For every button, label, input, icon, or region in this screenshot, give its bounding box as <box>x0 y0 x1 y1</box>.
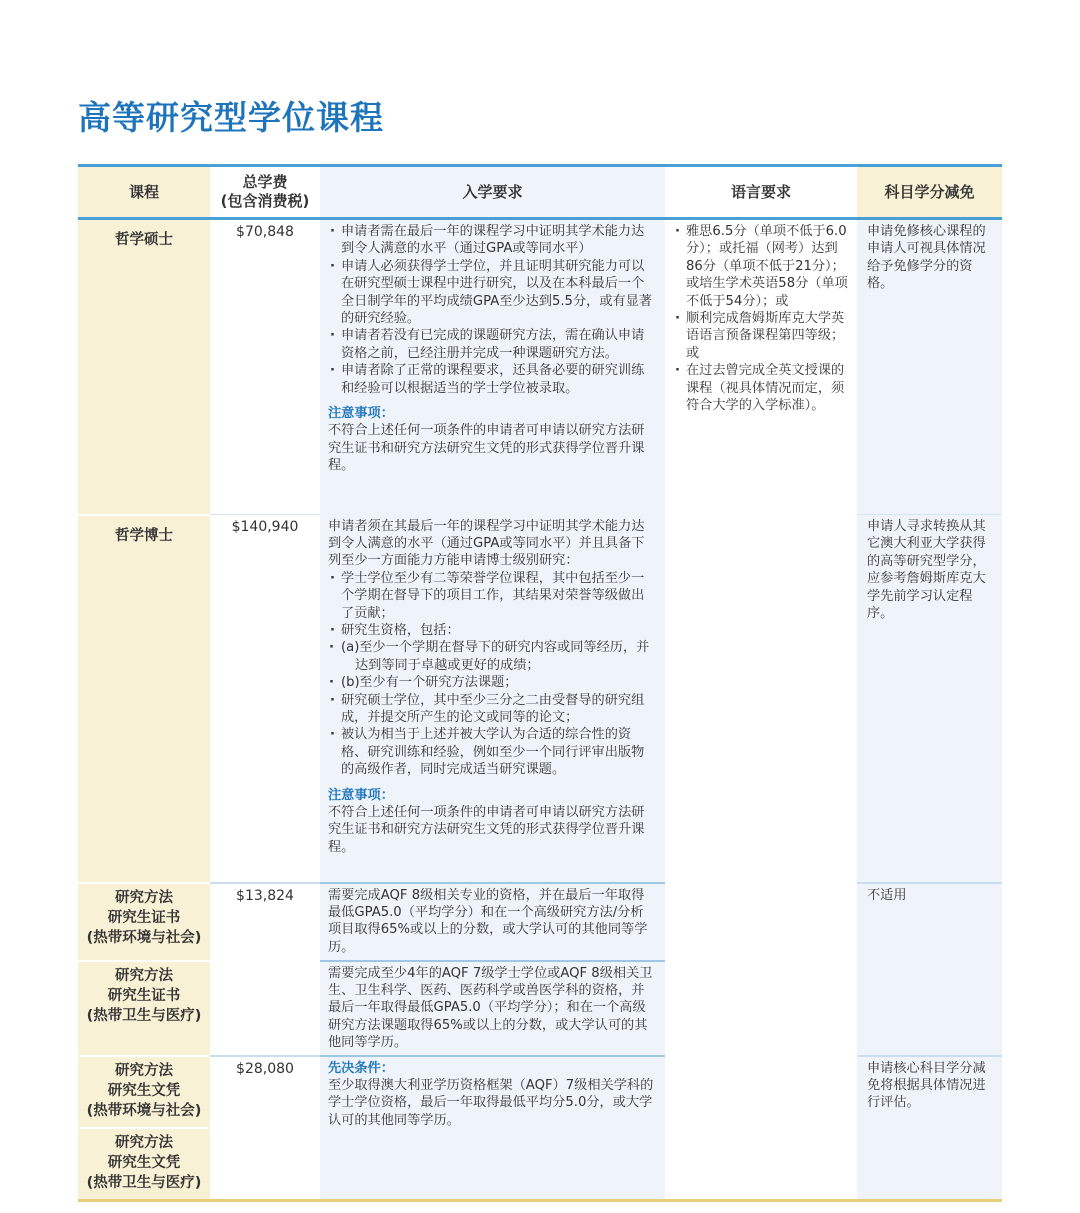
research-degree-table <box>78 164 1002 1202</box>
note-label-mphil: 注意事项： <box>328 406 394 422</box>
list-item: · 申请者需在最后一年的课程学习中证明其学术能力达到令人满意的水平（通过GPA或等同水平） <box>328 223 655 258</box>
list-item: · 申请人必须获得学士学位，并且证明其研究能力可以在研究型硕士课程中进行研究，以及在本科最后一个全日制学年的平均成绩GPA至少达到5.5分，或有显著的研究经验。 <box>328 258 655 328</box>
header-requirements: 入学要求 <box>320 166 665 219</box>
credit-gcert: 不适用 <box>857 883 1002 1056</box>
table-row-mphil <box>78 219 1002 515</box>
note-mphil: 不符合上述任何一项条件的申请者可申请以研究方法研究生证书和研究方法研究生文凭的形式获得学位晋升课程。 <box>328 423 645 474</box>
requirements-gcert-tes: 需要完成AQF 8级相关专业的资格，并在最后一年取得最低GPA5.0（平均学分）和在一个高级研究方法/分析项目取得65%或以上的分数，或大学认可的其他同等学历。 <box>320 883 665 961</box>
note-label-phd: 注意事项： <box>328 787 394 803</box>
sub-list-text: 至少一个学期在督导下的研究内容或同等经历，并达到等同于卓越或更好的成绩； <box>355 640 650 673</box>
table-row-gdip-tes <box>78 1056 1002 1128</box>
header-language: 语言要求 <box>665 166 857 219</box>
table-row-gcert-tes <box>78 883 1002 961</box>
course-name-line: 研究方法 <box>115 967 173 984</box>
course-name-line: (热带环境与社会) <box>86 1102 202 1119</box>
sub-list-item <box>341 639 655 674</box>
list-item-text: 研究生资格，包括： <box>341 622 460 638</box>
fee-phd: $140,940 <box>210 515 320 883</box>
fee-mphil: $70,848 <box>210 219 320 515</box>
header-fee <box>210 166 320 219</box>
sub-list-text: 至少有一个研究方法课题； <box>359 675 518 691</box>
note-phd: 不符合上述任何一项条件的申请者可申请以研究方法研究生证书和研究方法研究生文凭的形式获得学位晋升课程。 <box>328 805 645 855</box>
page-title: 高等研究型学位课程 <box>78 98 384 137</box>
header-credit: 科目学分减免 <box>857 166 1002 219</box>
list-item: · 申请者除了正常的课程要求，还具备必要的研究训练和经验可以根据适当的学士学位被录取。 <box>328 362 655 397</box>
course-name-line: (热带环境与社会) <box>86 929 202 946</box>
course-name-line: (热带卫生与医疗) <box>86 1007 202 1024</box>
intro-phd: 申请者须在其最后一年的课程学习中证明其学术能力达到令人满意的水平（通过GPA或等同水平）并且具备下列至少一方面能力方能申请博士级别研究： <box>328 518 645 569</box>
table-row-phd <box>78 515 1002 883</box>
credit-gdip: 申请核心科目学分减免将根据具体情况进行评估。 <box>857 1056 1002 1201</box>
prereq-gdip: 至少取得澳大利亚学历资格框架（AQF）7级相关学科的学士学位资格，最后一年取得最低平均分5.0分，或大学认可的其他同等学历。 <box>328 1077 654 1128</box>
requirements-mphil <box>320 219 665 515</box>
fee-gdip: $28,080 <box>210 1056 320 1201</box>
prereq-label-gdip: 先决条件： <box>328 1060 394 1076</box>
requirements-gcert-thm: 需要完成至少4年的AQF 7级学士学位或AQF 8级相关卫生、卫生科学、医药、医药科学或兽医学科的资格，并最后一年取得最低GPA5.0（平均学分）；和在一个高级研究方法课题取得65%或以上的分数，或大学认可的其他同等学历。 <box>320 961 665 1056</box>
language-requirements <box>665 219 857 1201</box>
list-item: · 研究硕士学位，其中至少三分之二由受督导的研究组成，并提交所产生的论文或同等的论文； <box>328 692 655 727</box>
course-name-mphil: 哲学硕士 <box>78 219 210 515</box>
list-item: · 雅思6.5分（单项不低于6.0分）；或托福（网考）达到86分（单项不低于21分）；或培生学术英语58分（单项不低于54分）；或 <box>673 223 849 310</box>
requirements-list-phd <box>328 570 655 779</box>
list-item: · 在过去曾完成全英文授课的课程（视具体情况而定，须符合大学的入学标准）。 <box>673 362 849 414</box>
fee-gcert: $13,824 <box>210 883 320 1056</box>
credit-mphil: 申请免修核心课程的申请人可视具体情况给予免修学分的资格。 <box>857 219 1002 515</box>
header-fee-line2: (包含消费税) <box>220 192 310 210</box>
course-name-gcert-tes <box>78 883 210 961</box>
sub-list-item <box>341 674 655 691</box>
sub-list-label: (b) <box>341 675 360 691</box>
language-list <box>673 223 849 414</box>
course-name-line: 研究生文凭 <box>107 1154 181 1171</box>
list-item: · 被认为相当于上述并被大学认为合适的综合性的资格、研究训练和经验，例如至少一个同行评审出版物的高级作者，同时完成适当研究课题。 <box>328 726 655 778</box>
course-name-line: 研究生文凭 <box>107 1082 181 1099</box>
requirements-phd <box>320 515 665 883</box>
list-item <box>328 622 655 692</box>
course-name-gdip-tes <box>78 1056 210 1128</box>
sub-list <box>341 639 655 691</box>
sub-list-label: (a) <box>341 640 360 656</box>
list-item: · 申请者若没有已完成的课题研究方法，需在确认申请资格之前，已经注册并完成一种课题研究方法。 <box>328 327 655 362</box>
course-name-line: 研究生证书 <box>107 909 181 926</box>
header-course: 课程 <box>78 166 210 219</box>
list-item: · 学士学位至少有二等荣誉学位课程，其中包括至少一个学期在督导下的项目工作，其结果对荣誉等级做出了贡献； <box>328 570 655 622</box>
course-name-line: 研究方法 <box>115 1062 173 1079</box>
table-header-row <box>78 166 1002 219</box>
course-name-gdip-thm <box>78 1128 210 1201</box>
course-name-line: 研究生证书 <box>107 987 181 1004</box>
course-name-gcert-thm <box>78 961 210 1056</box>
requirements-gdip <box>320 1056 665 1201</box>
course-name-line: (热带卫生与医疗) <box>86 1174 202 1191</box>
list-item: · 顺利完成詹姆斯库克大学英语语言预备课程第四等级；或 <box>673 310 849 362</box>
requirements-list-mphil <box>328 223 655 397</box>
course-name-phd: 哲学博士 <box>78 515 210 883</box>
course-name-line: 研究方法 <box>115 1134 173 1151</box>
header-fee-line1: 总学费 <box>242 173 288 191</box>
course-name-line: 研究方法 <box>115 889 173 906</box>
credit-phd: 申请人寻求转换从其它澳大利亚大学获得的高等研究型学分，应参考詹姆斯库克大学先前学习认定程序。 <box>857 515 1002 883</box>
